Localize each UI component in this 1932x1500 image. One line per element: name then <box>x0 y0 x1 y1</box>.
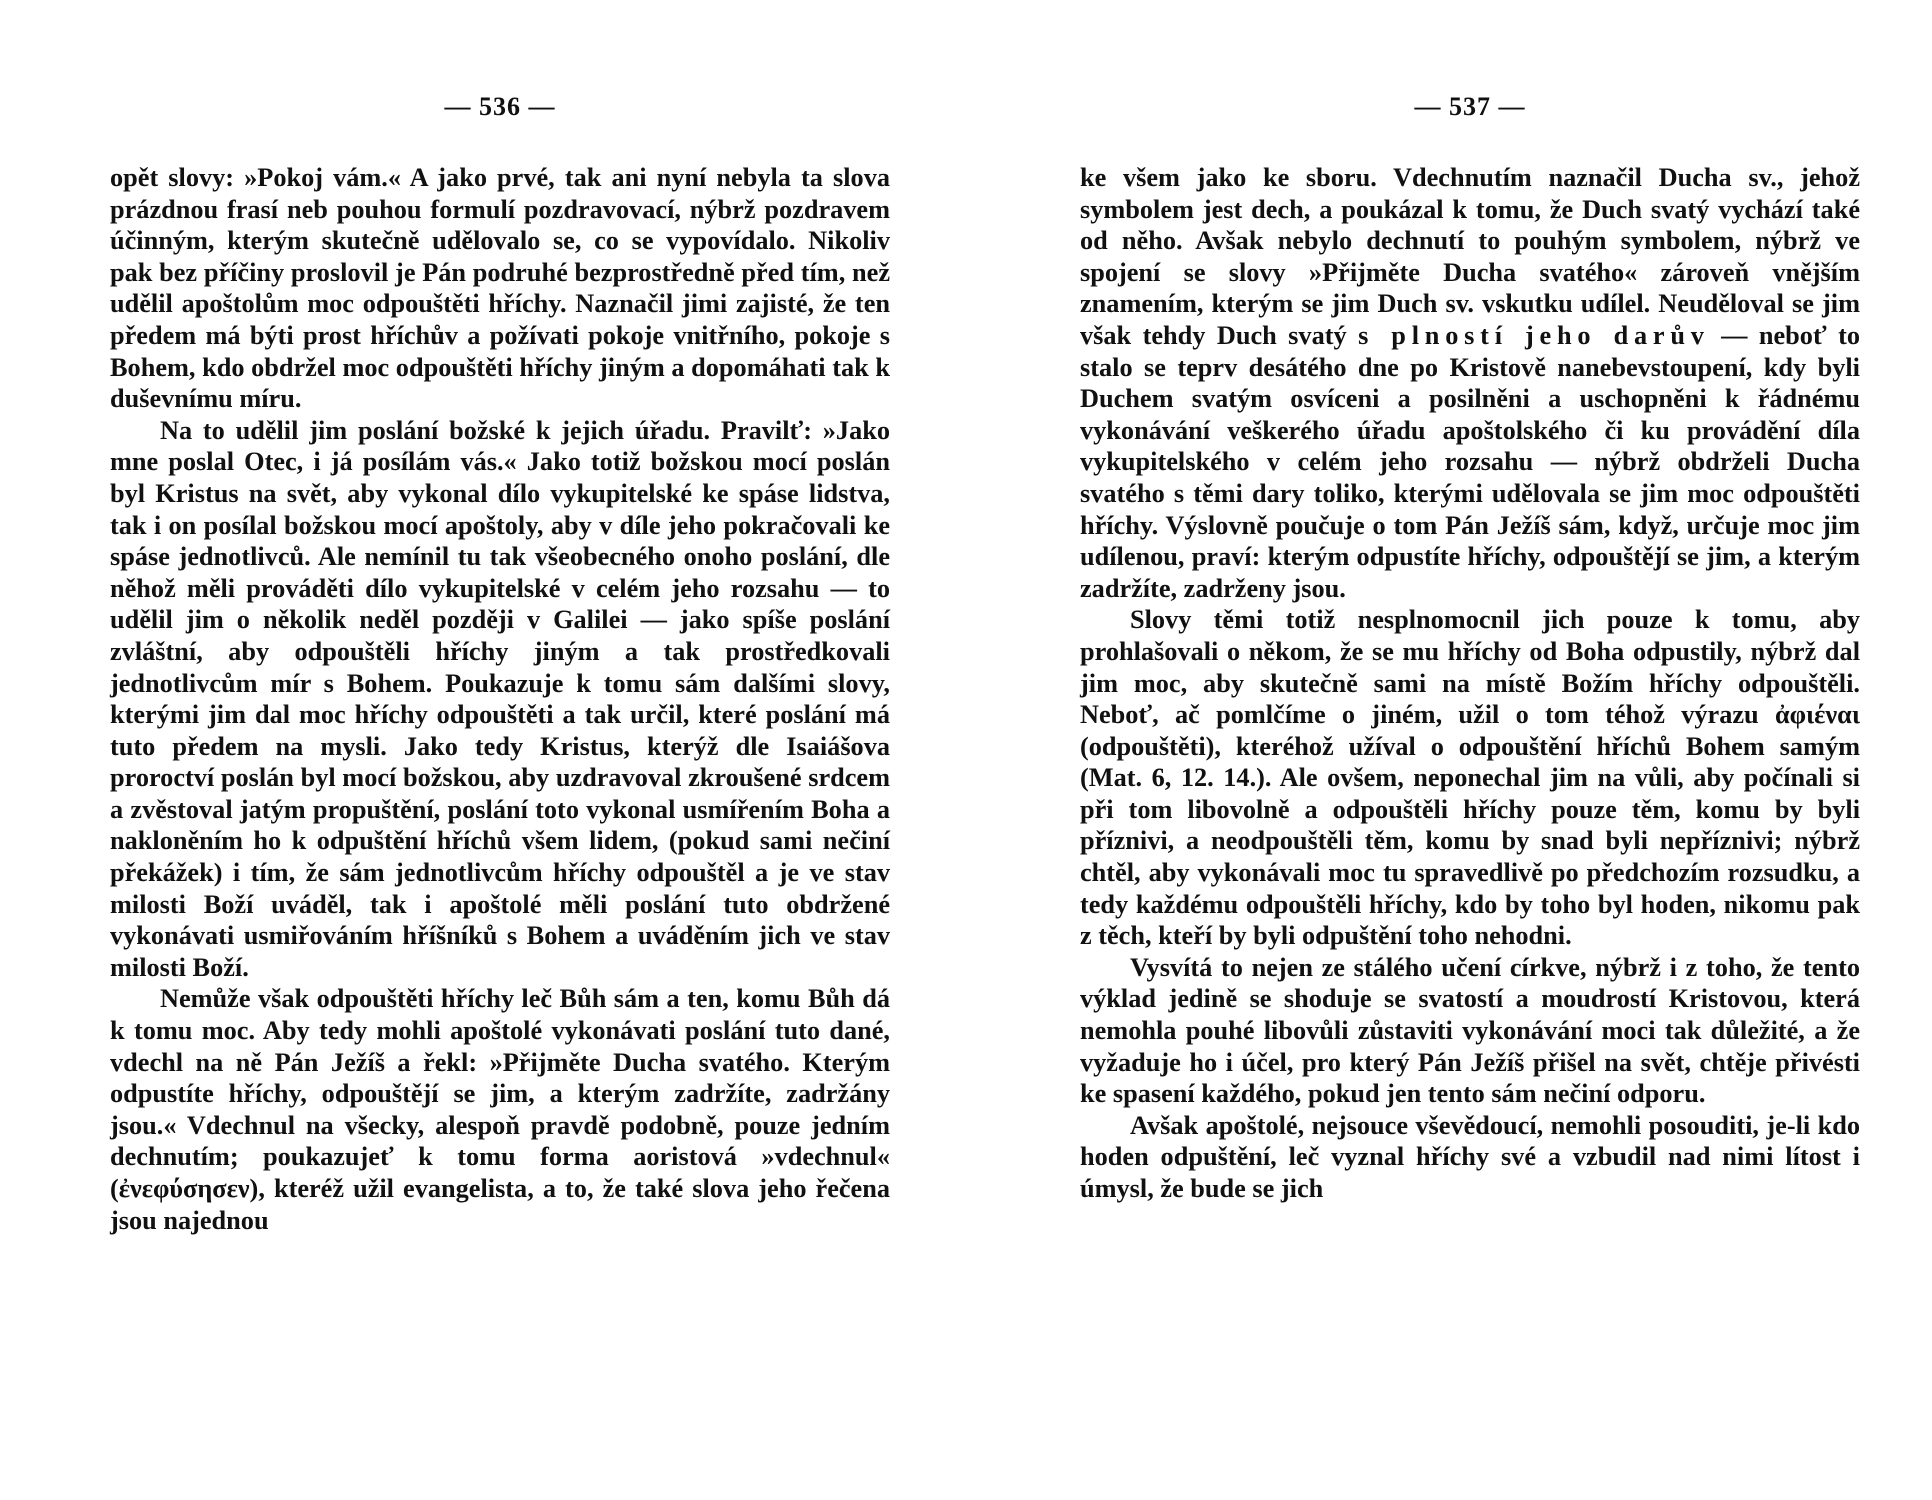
paragraph <box>110 162 890 415</box>
text-segment: Na to udělil jim poslání božské k jejich úřadu. Pravilť: »Jako mne poslal Otec, i já posílám vás.« Jako totiž božskou mocí poslán byl Kristus na svět, aby vykonal dílo vykupitelské ke spáse lidstva, tak i on posílal božskou mocí apoštoly, aby v díle jeho pokračovali ke spáse jednotlivců. Ale nemínil tu tak všeobecného onoho poslání, dle něhož měli prováděti dílo vykupitelské v celém jeho rozsahu — to udělil jim o několik neděl později v Galilei — jako spíše poslání zvláštní, aby odpouštěli hříchy jiným a tak prostředkovali jednotlivcům mír s Bohem. Poukazuje k tomu sám dalšími slovy, kterými jim dal moc hříchy odpouštěti a tak určil, které poslání má tuto předem na mysli. Jako tedy Kristus, kterýž dle Isaiášova proroctví poslán byl mocí božskou, aby uzdravoval zkroušené srdcem a zvěstoval jatým propuštění, poslání toto vykonal usmířením Boha a nakloněním ho k odpuštění hříchů všem lidem, (pokud sami nečiní překážek) i tím, že sám jednotlivcům hříchy odpouštěl a je ve stav milosti Boží uváděl, tak i apoštolé měli poslání tuto obdržené vykonávati usmiřováním hříšníků s Bohem a uváděním jich ve stav milosti Boží. <box>110 415 890 982</box>
paragraph <box>110 983 890 1236</box>
text-segment: opět slovy: »Pokoj vám.« A jako prvé, tak ani nyní nebyla ta slova prázdnou frasí neb pouhou formulí pozdravovací, nýbrž pozdravem účinným, kterým skutečně udělovalo se, co se vypovídalo. Nikoliv pak bez příčiny proslovil je Pán podruhé bezprostředně před tím, než udělil apoštolům moc odpouštěti hříchy. Naznačil jimi zajisté, že ten předem má býti prost hříchův a požívati pokoje vnitřního, pokoje s Bohem, kdo obdržel moc odpouštěti hříchy jiným a dopomáhati tak k duševnímu míru. <box>110 163 890 414</box>
text-segment: Slovy těmi totiž nesplnomocnil jich pouze k tomu, aby prohlašovali o někom, že se mu hříchy od Boha odpustily, nýbrž dal jim moc, aby skutečně sami na místě Božím hříchy odpouštěli. Neboť, ač pomlčíme o jiném, užil o tom téhož výrazu ἀφιέναι (odpouštěti), kteréhož užíval o odpouštění hříchů Bohem samým (Mat. 6, 12. 14.). Ale ovšem, neponechal jim na vůli, aby počínali si při tom libovolně a odpouštěli hříchy pouze těm, komu by byli příznivi, a neodpouštěli těm, komu by snad byli nepříznivi; nýbrž chtěl, aby vykonávali moc tu spravedlivě po předchozím rozsudku, a tedy každému odpouštěli hříchy, kdo by toho byl hoden, nikomu pak z těch, kteří by byli odpuštění toho nehodni. <box>1080 605 1860 951</box>
page-body <box>1080 162 1860 1205</box>
text-segment: Avšak apoštolé, nejsouce vševědoucí, nemohli posouditi, je-li kdo hoden odpuštění, leč vyznal hříchy své a vzbudil nad nimi lítost i úmysl, že bude se jich <box>1080 1110 1860 1203</box>
spaced-emphasis: s plností jeho darův <box>1358 320 1710 350</box>
page-number: — 536 — <box>444 92 556 121</box>
paragraph <box>1080 162 1860 604</box>
paragraph <box>1080 1110 1860 1205</box>
right-page <box>1080 0 1860 1500</box>
paragraph <box>1080 604 1860 952</box>
text-segment: Nemůže však odpouštěti hříchy leč Bůh sám a ten, komu Bůh dá k tomu moc. Aby tedy mohli apoštolé vykonávati poslání tuto dané, vdechl na ně Pán Ježíš a řekl: »Přijměte Ducha svatého. Kterým odpustíte hříchy, odpouštějí se jim, a kterým zadržíte, zadržány jsou.« Vdechnul na všecky, alespoň pravdě podobně, pouze jedním dechnutím; poukazujeť k tomu forma aoristová »vdechnul« (ἐνεφύσησεν), kteréž užil evangelista, a to, že také slova jeho řečena jsou najednou <box>110 984 890 1235</box>
text-segment: ke všem jako ke sboru. Vdechnutím naznačil Ducha sv., jehož symbolem jest dech, a poukázal k tomu, že Duch svatý vychází také od něho. Avšak nebylo dechnutí to pouhým symbolem, nýbrž ve spojení se slovy »Přijměte Ducha svatého« zároveň vnějším znamením, kterým se jim Duch sv. vskutku udílel. Neuděloval se jim však tehdy Duch svatý <box>1080 163 1860 350</box>
text-segment: — neboť to stalo se teprv desátého dne po Kristově nanebevstoupení, kdy byli Duchem svatým osvíceni a posilněni a uschopněni k řádnému vykonávání veškerého úřadu apoštolského či ku provádění díla vykupitelského v celém jeho rozsahu — nýbrž obdrželi Ducha svatého s těmi dary toliko, kterými udělovala se jim moc odpouštěti hříchy. Výslovně poučuje o tom Pán Ježíš sám, když, určuje moc jim udílenou, praví: kterým odpustíte hříchy, odpouštějí se jim, a kterým zadržíte, zadrženy jsou. <box>1080 320 1860 603</box>
paragraph <box>1080 952 1860 1110</box>
text-segment: Vysvítá to nejen ze stálého učení církve, nýbrž i z toho, že tento výklad jedině se shoduje se svatostí a moudrostí Kristovou, která nemohla pouhé libovůli zůstaviti vykonávání moci tak důležité, a že vyžaduje ho i účel, pro který Pán Ježíš přišel na svět, chtěje přivésti ke spasení každého, pokud jen tento sám nečiní odporu. <box>1080 952 1860 1109</box>
paragraph <box>110 415 890 984</box>
page-number: — 537 — <box>1414 92 1526 121</box>
page-body <box>110 162 890 1236</box>
left-page <box>110 0 890 1500</box>
